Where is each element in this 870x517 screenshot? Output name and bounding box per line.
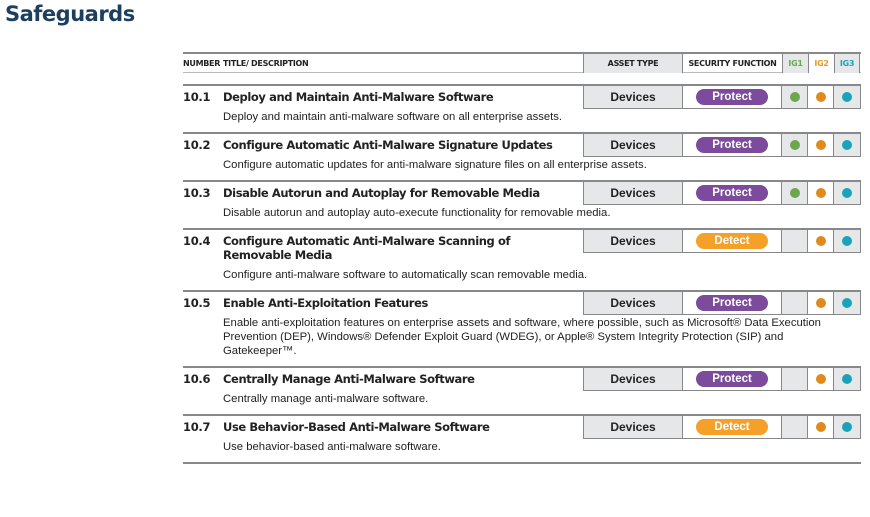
- row-header: [183, 292, 861, 316]
- ig3-cell: [834, 292, 860, 314]
- table-body: [183, 84, 861, 464]
- ig2-dot-icon: [816, 298, 826, 308]
- safeguard-number: 10.5: [183, 296, 211, 310]
- safeguard-title: Configure Automatic Anti-Malware Scanning of Removable Media: [223, 234, 511, 262]
- security-function-cell: [683, 368, 782, 390]
- ig2-cell: [808, 292, 834, 314]
- ig3-cell: [834, 368, 860, 390]
- security-function-cell: [683, 416, 782, 438]
- ig1-cell: [782, 230, 808, 252]
- protect-badge: Protect: [696, 295, 768, 311]
- security-function-cell: [683, 86, 782, 108]
- ig1-dot-icon: [790, 140, 800, 150]
- row-header: [183, 230, 861, 268]
- row-cells: [583, 134, 861, 157]
- safeguard-title: Configure Automatic Anti-Malware Signature Updates: [223, 138, 553, 152]
- protect-badge: Protect: [696, 137, 768, 153]
- header-asset-type: ASSET TYPE: [583, 54, 683, 73]
- ig3-cell: [834, 230, 860, 252]
- asset-type-cell: Devices: [584, 134, 683, 156]
- detect-badge: Detect: [696, 419, 768, 435]
- ig1-cell: [782, 292, 808, 314]
- header-ig3: IG3: [834, 54, 860, 73]
- asset-type-cell: Devices: [584, 416, 683, 438]
- header-title-description: TITLE/ DESCRIPTION: [223, 59, 309, 68]
- ig2-dot-icon: [816, 374, 826, 384]
- safeguard-number: 10.4: [183, 234, 211, 248]
- asset-type-cell: Devices: [584, 182, 683, 204]
- asset-type-cell: Devices: [584, 292, 683, 314]
- ig2-cell: [808, 134, 834, 156]
- ig3-cell: [834, 86, 860, 108]
- safeguard-title: Enable Anti-Exploitation Features: [223, 296, 428, 310]
- table-header: [183, 52, 861, 73]
- safeguard-description: Deploy and maintain anti-malware software on all enterprise assets.: [223, 111, 563, 123]
- table-row: [183, 366, 861, 414]
- security-function-cell: [683, 230, 782, 252]
- page-title: Safeguards: [5, 2, 135, 26]
- ig3-dot-icon: [842, 140, 852, 150]
- row-header: [183, 416, 861, 440]
- ig2-dot-icon: [816, 92, 826, 102]
- ig2-dot-icon: [816, 236, 826, 246]
- ig1-cell: [782, 182, 808, 204]
- row-cells: [583, 368, 861, 391]
- ig3-dot-icon: [842, 374, 852, 384]
- ig2-cell: [808, 230, 834, 252]
- row-cells: [583, 182, 861, 205]
- ig1-cell: [782, 86, 808, 108]
- row-header: [183, 182, 861, 206]
- safeguard-title: Use Behavior-Based Anti-Malware Software: [223, 420, 490, 434]
- safeguard-description: Enable anti-exploitation features on enterprise assets and software, where possible, such as Microsoft® Data Execution Prevention (DEP), Windows® Defender Exploit Guard (WDEG), or Apple® System Integrity Protection (SIP) and Gatekeeper™.: [223, 317, 821, 357]
- ig1-cell: [782, 416, 808, 438]
- ig3-dot-icon: [842, 188, 852, 198]
- ig1-cell: [782, 368, 808, 390]
- row-cells: [583, 416, 861, 439]
- safeguard-number: 10.6: [183, 372, 211, 386]
- asset-type-cell: Devices: [584, 230, 683, 252]
- safeguard-description: Use behavior-based anti-malware software.: [223, 441, 441, 453]
- ig1-cell: [782, 134, 808, 156]
- ig1-dot-icon: [790, 92, 800, 102]
- ig3-dot-icon: [842, 92, 852, 102]
- protect-badge: Protect: [696, 89, 768, 105]
- security-function-cell: [683, 292, 782, 314]
- safeguard-title: Centrally Manage Anti-Malware Software: [223, 372, 475, 386]
- header-ig1: IG1: [782, 54, 808, 73]
- safeguards-table: [183, 52, 861, 464]
- safeguard-number: 10.1: [183, 90, 211, 104]
- row-cells: [583, 230, 861, 253]
- safeguard-number: 10.2: [183, 138, 211, 152]
- ig1-dot-icon: [790, 188, 800, 198]
- table-row: [183, 228, 861, 290]
- ig3-dot-icon: [842, 298, 852, 308]
- detect-badge: Detect: [696, 233, 768, 249]
- row-header: [183, 368, 861, 392]
- row-header: [183, 134, 861, 158]
- safeguard-description: Centrally manage anti-malware software.: [223, 393, 429, 405]
- ig3-dot-icon: [842, 236, 852, 246]
- safeguard-description: Disable autorun and autoplay auto-execute functionality for removable media.: [223, 207, 611, 219]
- safeguard-number: 10.7: [183, 420, 211, 434]
- ig2-cell: [808, 86, 834, 108]
- ig2-cell: [808, 416, 834, 438]
- safeguard-number: 10.3: [183, 186, 211, 200]
- ig3-cell: [834, 416, 860, 438]
- safeguard-title: Disable Autorun and Autoplay for Removable Media: [223, 186, 540, 200]
- asset-type-cell: Devices: [584, 368, 683, 390]
- table-row: [183, 132, 861, 180]
- ig3-dot-icon: [842, 422, 852, 432]
- row-cells: [583, 292, 861, 315]
- security-function-cell: [683, 182, 782, 204]
- table-row: [183, 290, 861, 366]
- ig2-dot-icon: [816, 188, 826, 198]
- safeguard-description: Configure anti-malware software to automatically scan removable media.: [223, 269, 588, 281]
- safeguard-title: Deploy and Maintain Anti-Malware Software: [223, 90, 494, 104]
- asset-type-cell: Devices: [584, 86, 683, 108]
- ig3-cell: [834, 182, 860, 204]
- table-row: [183, 180, 861, 228]
- ig2-cell: [808, 182, 834, 204]
- safeguard-description: Configure automatic updates for anti-malware signature files on all enterprise assets.: [223, 159, 647, 171]
- ig2-dot-icon: [816, 140, 826, 150]
- table-row: [183, 414, 861, 464]
- row-cells: [583, 86, 861, 109]
- ig2-cell: [808, 368, 834, 390]
- header-ig2: IG2: [808, 54, 834, 73]
- header-number: NUMBER: [183, 59, 221, 68]
- protect-badge: Protect: [696, 371, 768, 387]
- table-row: [183, 84, 861, 132]
- ig3-cell: [834, 134, 860, 156]
- protect-badge: Protect: [696, 185, 768, 201]
- security-function-cell: [683, 134, 782, 156]
- row-header: [183, 86, 861, 110]
- ig2-dot-icon: [816, 422, 826, 432]
- header-security-function: SECURITY FUNCTION: [688, 59, 777, 68]
